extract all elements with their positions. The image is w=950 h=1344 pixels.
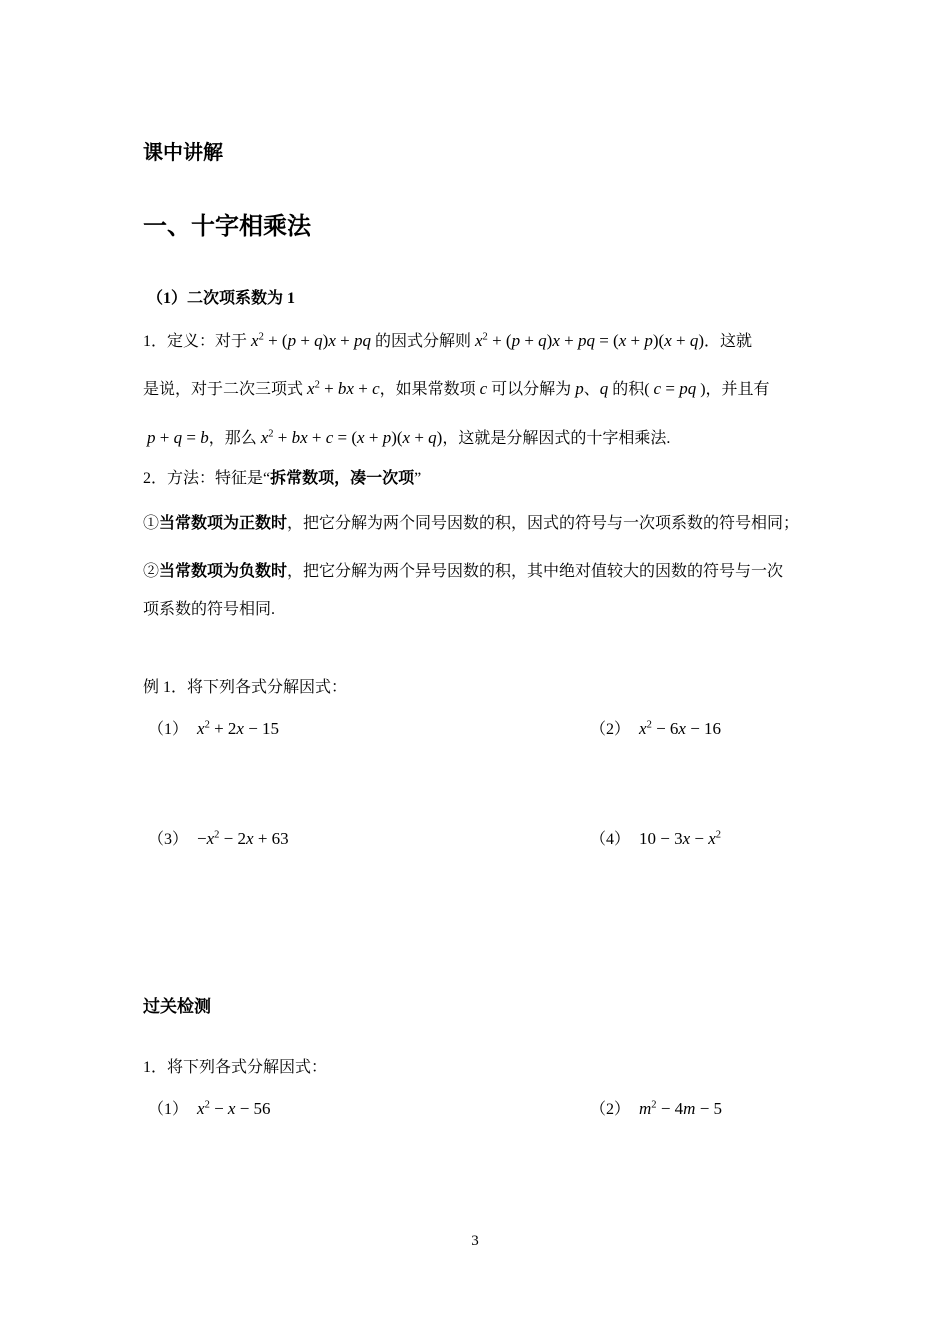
definition-line-1: 1．定义：对于 $x^2 + (p + q)x$ + pq 的因式分解则 $x^2 + (p + q)x$ + pq = (x + p)(x + q)．这就	[143, 331, 753, 350]
item-expression: $x^2 + 2x - 15$	[197, 719, 280, 738]
subheading-leading-coefficient-1: （1）二次项系数为 1	[147, 290, 296, 307]
heading-pass-test: 过关检测	[143, 997, 211, 1016]
example1-item-2	[590, 718, 721, 741]
item-expression: $10 - 3x - x^2$	[639, 829, 722, 848]
example1-title: 例 1．将下列各式分解因式：	[143, 679, 348, 696]
method-line: 2．方法：特征是“拆常数项，凑一次项”	[143, 470, 422, 487]
item-label: （3）	[148, 831, 189, 848]
definition-line-2: 是说，对于二次三项式 $x^2$ + bx + c，如果常数项 c 可以分解为 p、q 的积( c = pq )，并且有	[143, 379, 770, 398]
example1-item-1	[148, 718, 279, 741]
item-expression: $m^2 - 4m - 5$	[639, 1099, 723, 1118]
item-expression: $-x^2 - 2x + 63$	[197, 829, 289, 848]
heading-lecture-notes: 课中讲解	[143, 142, 223, 164]
rule-negative-constant: ②当常数项为负数时，把它分解为两个异号因数的积，其中绝对值较大的因数的符号与一次	[143, 563, 784, 580]
page-number: 3	[471, 1233, 479, 1249]
definition-line-3: p + q = b，那么 $x^2$ + bx + c = (x + p)(x + q)，这就是分解因式的十字相乘法.	[147, 428, 671, 447]
example1-item-4	[590, 828, 721, 851]
rule-positive-constant: ①当常数项为正数时，把它分解为两个同号因数的积，因式的符号与一次项系数的符号相同；	[143, 515, 800, 532]
item-expression: $x^2 - 6x - 16$	[639, 719, 722, 738]
test-question-1: 1．将下列各式分解因式：	[143, 1059, 328, 1076]
item-label: （1）	[148, 1101, 189, 1118]
test-item-2	[590, 1098, 722, 1121]
heading-cross-multiplication: 一、十字相乘法	[143, 214, 311, 240]
item-label: （2）	[590, 1101, 631, 1118]
rule-negative-constant-cont: 项系数的符号相同.	[143, 601, 276, 618]
item-label: （2）	[590, 721, 631, 738]
item-expression: $x^2 - x - 56$	[197, 1099, 271, 1118]
item-label: （4）	[590, 831, 631, 848]
item-label: （1）	[148, 721, 189, 738]
test-item-1	[148, 1098, 271, 1121]
example1-item-3	[148, 828, 289, 851]
